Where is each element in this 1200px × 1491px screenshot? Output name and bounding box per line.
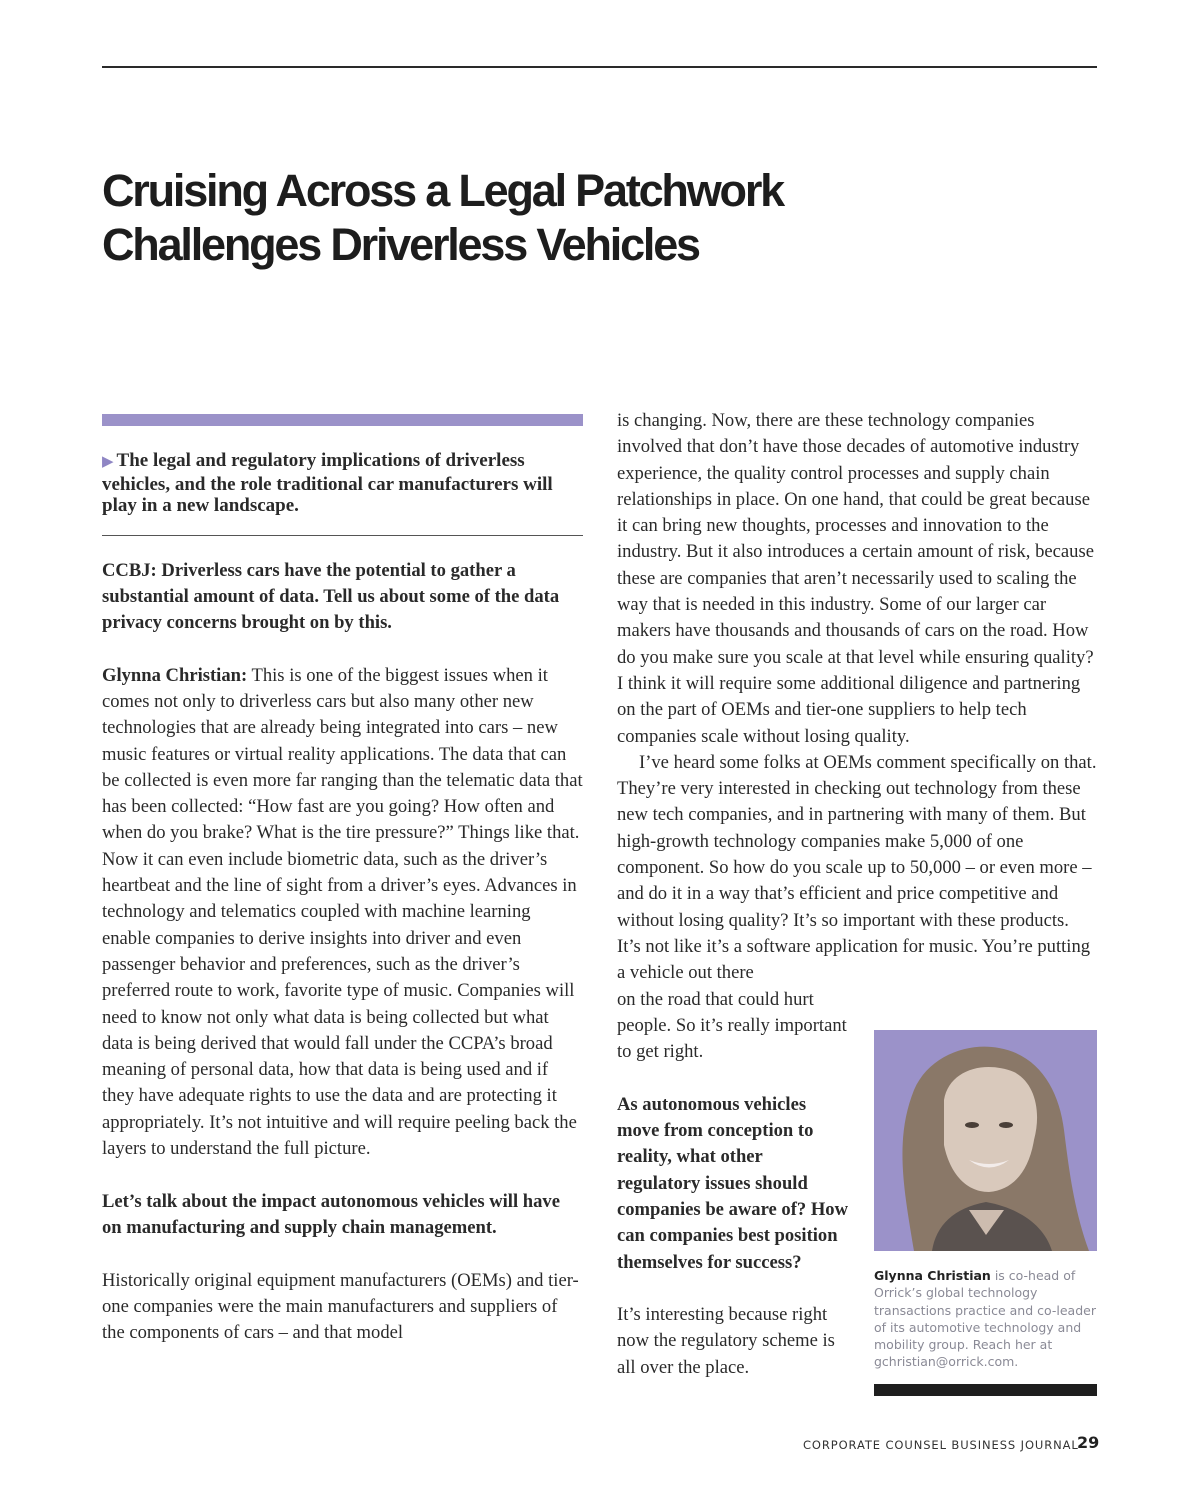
top-rule (102, 66, 1097, 68)
page-number: 29 (1077, 1433, 1100, 1452)
left-column (102, 405, 583, 1346)
answer-3: It’s interesting because right now the regulatory scheme is all over the place. (617, 1304, 835, 1378)
author-caption (874, 1267, 1097, 1371)
speaker-name: Glynna Christian: (102, 664, 248, 686)
caption-name: Glynna Christian (874, 1268, 991, 1283)
question-3: As autonomous vehicles move from conception to reality, what other regulatory issues should companies be aware of? How can companies best position themselves for success? (617, 1093, 849, 1273)
answer-2-paragraph-2: I’ve heard some folks at OEMs comment specifically on that. They’re very interested in checking out technology from these new tech companies, and in partnering with many of them. But high-growth technology companies make 5,000 of one component. So how do you scale up to 50,000 – or even more – and do it in a way that’s efficient and price competitive and without losing quality? It’s so important with these products. It’s not like it’s a software application for music. You’re putting a vehicle out there (617, 751, 1097, 984)
question-2: Let’s talk about the impact autonomous vehicles will have on manufacturing and supply chain management. (102, 1190, 560, 1238)
triangle-bullet-icon: ▶ (102, 454, 114, 470)
answer-1-text: This is one of the biggest issues when it comes not only to driverless cars but also many other new technologies that are already being integrated into cars – new music features or virtual reality applications. The data that can be collected is even more far ranging than the telematic data that has been collected: “How fast are you going? How often and when do you brake? What is the tire pressure?” Things like that. Now it can even include biometric data, such as the driver’s heartbeat and the line of sight from a driver’s eyes. Advances in technology and telematics coupled with machine learning enable companies to derive insights into driver and even passenger behavior and preferences, such as the driver’s preferred route to work, favorite type of music. Companies will need to know not only what data is being collected but what data is being derived that would fall under the CCPA’s broad meaning of personal data, how that data is being used and if they have adequate rights to use the data and are protecting it appropriately. It’s not intuitive and will require peeling back the layers to understand the full picture. (102, 664, 583, 1160)
author-portrait (874, 1030, 1097, 1251)
author-sidebar (874, 1030, 1097, 1396)
answer-1 (102, 663, 583, 1163)
caption-text: is co-head of Orrick’s global technology transactions practice and co-leader of its automotive technology and mobility group. Reach her at gchristian@orrick.com. (874, 1268, 1096, 1370)
answer-2-paragraph-2-end: on the road that could hurt people. So it’s really important to get right. (617, 988, 847, 1063)
question-1: CCBJ: Driverless cars have the potential to gather a substantial amount of data. Tell us about some of the data privacy concerns brought on by this. (102, 559, 560, 634)
headline-line-1: Cruising Across a Legal Patchwork (102, 165, 783, 216)
footer-publication: CORPORATE COUNSEL BUSINESS JOURNAL (803, 1438, 1079, 1452)
article-headline (102, 164, 1002, 272)
answer-2-continued: is changing. Now, there are these technology companies involved that don’t have those decades of automotive industry experience, the quality control processes and supply chain relationships in place. On one hand, that could be great because it can bring new thoughts, processes and innovation to the industry. But it also introduces a certain amount of risk, because these are companies that aren’t necessarily used to scaling the way that is needed in this industry. Some of our larger car makers have thousands and thousands of cars on the road. How do you make sure you scale at that level while ensuring quality? I think it will require some additional diligence and partnering on the part of OEMs and tier-one suppliers to help tech companies scale without losing quality. (617, 410, 1094, 747)
intro-deck (102, 450, 583, 536)
caption-bar (874, 1384, 1097, 1396)
headline-line-2: Challenges Driverless Vehicles (102, 219, 699, 270)
intro-text: The legal and regulatory implications of driverless vehicles, and the role traditional car manufacturers will play in a new landscape. (102, 450, 553, 516)
answer-2-start: Historically original equipment manufacturers (OEMs) and tier-one companies were the main manufacturers and suppliers of the components of cars – and that model (102, 1269, 579, 1344)
accent-bar (102, 414, 583, 426)
